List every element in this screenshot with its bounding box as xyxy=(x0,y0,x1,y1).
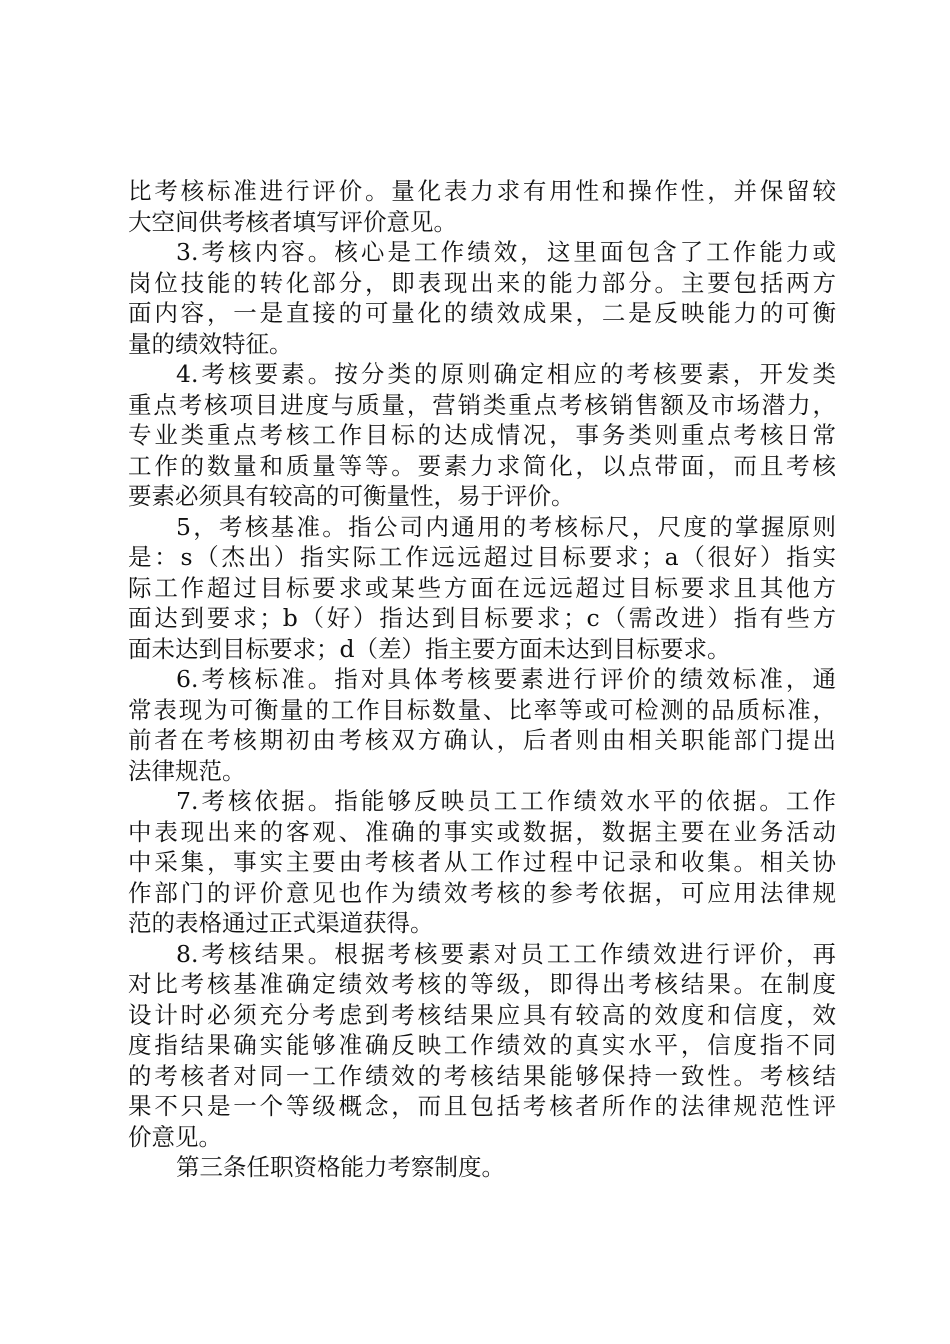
text-line: 范的表格通过正式渠道获得。 xyxy=(128,909,434,937)
text-line: 度指结果确实能够准确反映工作绩效的真实水平，信度指不同 xyxy=(128,1031,836,1059)
text-line: 是：s（杰出）指实际工作远远超过目标要求；a（很好）指实 xyxy=(128,543,836,571)
text-line: 大空间供考核者填写评价意见。 xyxy=(128,207,457,236)
text-line: 8.考核结果。根据考核要素对员工工作绩效进行评价，再 xyxy=(176,939,836,968)
text-line: 岗位技能的转化部分，即表现出来的能力部分。主要包括两方 xyxy=(128,268,836,297)
text-line: 专业类重点考核工作目标的达成情况，事务类则重点考核日常 xyxy=(128,421,836,449)
text-line: 际工作超过目标要求或某些方面在远远超过目标要求且其他方 xyxy=(128,573,836,602)
text-line: 价意见。 xyxy=(128,1122,222,1151)
text-line: 作部门的评价意见也作为绩效考核的参考依据，可应用法律规 xyxy=(128,878,836,907)
text-line: 面达到要求；b（好）指达到目标要求；c（需改进）指有些方 xyxy=(128,604,836,632)
text-line: 法律规范。 xyxy=(128,756,246,785)
text-line: 3.考核内容。核心是工作绩效，这里面包含了工作能力或 xyxy=(176,238,836,266)
text-line: 6.考核标准。指对具体考核要素进行评价的绩效标准，通 xyxy=(176,665,836,693)
text-line: 对比考核基准确定绩效考核的等级，即得出考核结果。在制度 xyxy=(128,970,836,998)
text-line: 4.考核要素。按分类的原则确定相应的考核要素，开发类 xyxy=(176,360,836,388)
text-line: 果不只是一个等级概念，而且包括考核者所作的法律规范性评 xyxy=(128,1092,836,1120)
text-line: 面未达到目标要求；d（差）指主要方面未达到目标要求。 xyxy=(128,634,731,663)
text-line: 面内容，一是直接的可量化的绩效成果，二是反映能力的可衡 xyxy=(128,299,836,327)
text-line: 5，考核基准。指公司内通用的考核标尺，尺度的掌握原则 xyxy=(176,512,836,541)
text-line: 工作的数量和质量等等。要素力求简化，以点带面，而且考核 xyxy=(128,451,836,480)
text-line: 前者在考核期初由考核双方确认，后者则由相关职能部门提出 xyxy=(128,726,836,754)
text-line: 第三条任职资格能力考察制度。 xyxy=(176,1153,505,1181)
document-body xyxy=(128,176,836,1183)
text-line: 中表现出来的客观、准确的事实或数据，数据主要在业务活动 xyxy=(128,817,836,846)
text-line: 常表现为可衡量的工作目标数量、比率等或可检测的品质标准， xyxy=(128,695,836,724)
text-line: 的考核者对同一工作绩效的考核结果能够保持一致性。考核结 xyxy=(128,1061,836,1090)
text-line: 要素必须具有较高的可衡量性，易于评价。 xyxy=(128,482,575,510)
text-line: 量的绩效特征。 xyxy=(128,329,293,358)
text-line: 7.考核依据。指能够反映员工工作绩效水平的依据。工作 xyxy=(176,787,836,815)
text-line: 比考核标准进行评价。量化表力求有用性和操作性，并保留较 xyxy=(128,177,836,205)
text-line: 重点考核项目进度与质量，营销类重点考核销售额及市场潜力， xyxy=(128,390,836,419)
text-line: 中采集，事实主要由考核者从工作过程中记录和收集。相关协 xyxy=(128,848,836,876)
text-line: 设计时必须充分考虑到考核结果应具有较高的效度和信度，效 xyxy=(128,1000,836,1029)
